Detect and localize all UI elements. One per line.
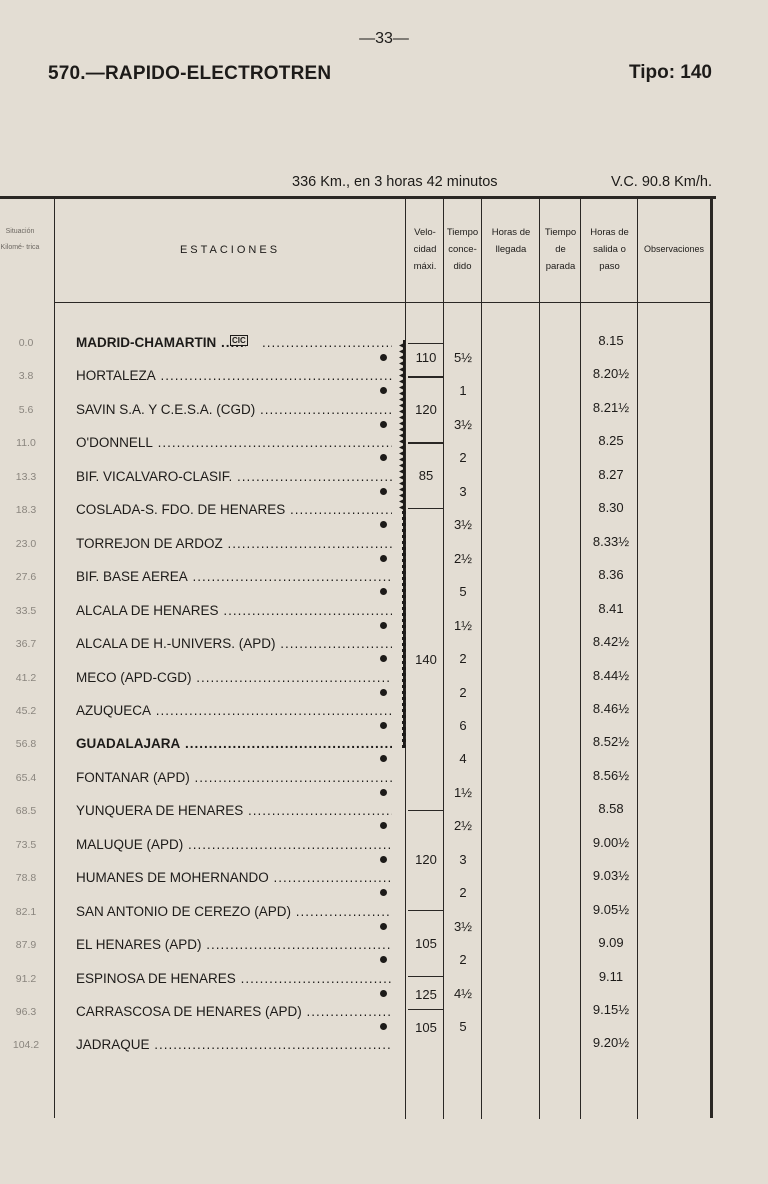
departure-time: 8.56½ [592, 767, 630, 783]
station-km: 104.2 [12, 1039, 40, 1052]
allowed-time: 2½ [453, 818, 473, 834]
departure-time: 8.42½ [592, 634, 630, 650]
station-name: HUMANES DE MOHERNANDO ..... [76, 870, 392, 885]
station-km: 45.2 [15, 704, 37, 717]
station-name: BIF. BASE AEREA ..... [76, 569, 392, 584]
station-marker [380, 488, 387, 495]
station-marker [380, 789, 387, 796]
dot-leader [262, 335, 392, 350]
ladder-tick [402, 721, 406, 724]
allowed-time: 3½ [453, 517, 473, 533]
speed-value: 120 [415, 402, 437, 417]
station-marker [380, 387, 387, 394]
ladder-tick [402, 583, 406, 586]
station-km: 18.3 [15, 504, 37, 517]
ladder-tick [402, 673, 406, 676]
ladder-tick [399, 349, 404, 354]
ladder-tick [399, 391, 404, 396]
station-name: FONTANAR (APD) ..... [76, 770, 392, 785]
ladder-tick [402, 667, 406, 670]
allowed-time: 2 [459, 885, 467, 901]
ladder-tick [402, 559, 406, 562]
station-name: MALUQUE (APD) ..... [76, 837, 392, 852]
ladder-tick [399, 397, 404, 402]
ladder-tick [402, 661, 406, 664]
header-observaciones: Observaciones [643, 244, 705, 254]
station-marker [380, 588, 387, 595]
ladder-tick [402, 625, 406, 628]
station-km: 87.9 [15, 939, 37, 952]
ladder-tick [402, 535, 406, 538]
ladder-tick [399, 445, 404, 450]
station-name: ALCALA DE H.-UNIVERS. (APD) ..... [76, 636, 392, 651]
departure-time: 9.20½ [592, 1035, 630, 1051]
ladder-tick [402, 649, 406, 652]
ladder-tick [399, 487, 404, 492]
station-name: COSLADA-S. FDO. DE HENARES ..... [76, 502, 392, 517]
station-name: MADRID-CHAMARTIN ..... [76, 335, 246, 350]
header-estaciones: ESTACIONES [179, 244, 281, 256]
departure-time: 9.00½ [592, 834, 630, 850]
ladder-tick [399, 451, 404, 456]
ladder-tick [399, 373, 404, 378]
station-marker [380, 923, 387, 930]
route-summary: 336 Km., en 3 horas 42 minutos [292, 174, 498, 190]
departure-time: 8.58 [598, 801, 624, 817]
station-name: EL HENARES (APD) ..... [76, 937, 392, 952]
ladder-tick [399, 379, 404, 384]
departure-time: 8.46½ [592, 700, 630, 716]
station-marker [380, 421, 387, 428]
ladder-tick [402, 589, 406, 592]
allowed-time: 5 [459, 1019, 467, 1034]
station-marker [380, 454, 387, 461]
ladder-tick [402, 565, 406, 568]
departure-time: 8.27 [598, 466, 624, 482]
ladder-tick [402, 655, 406, 658]
station-name: TORREJON DE ARDOZ ..... [76, 536, 392, 551]
ladder-tick [399, 463, 404, 468]
ladder-tick [402, 727, 406, 730]
station-name: BIF. VICALVARO-CLASIF. ..... [76, 469, 392, 484]
station-name: AZUQUECA ..... [76, 703, 392, 718]
ladder-tick [399, 385, 404, 390]
ladder-tick [402, 553, 406, 556]
ladder-tick [399, 361, 404, 366]
ladder-tick [402, 697, 406, 700]
station-marker [380, 1023, 387, 1030]
station-name: HORTALEZA ..... [76, 368, 392, 383]
ladder-tick [399, 367, 404, 372]
ladder-tick [402, 547, 406, 550]
ladder-tick [399, 475, 404, 480]
header-tiempo-concedido: Tiempo conce- dido [446, 227, 479, 272]
ladder-tick [402, 601, 406, 604]
station-km: 65.4 [15, 771, 37, 784]
station-km: 91.2 [15, 972, 37, 985]
speed-value: 105 [415, 1020, 437, 1035]
station-name: SAN ANTONIO DE CEREZO (APD) ..... [76, 904, 392, 919]
station-km: 13.3 [15, 470, 37, 483]
ladder-tick [402, 703, 406, 706]
speed-value: 125 [415, 987, 437, 1002]
ladder-tick [399, 343, 404, 348]
station-km: 78.8 [15, 872, 37, 885]
allowed-time: 5½ [453, 350, 473, 365]
station-name: ESPINOSA DE HENARES ..... [76, 971, 392, 986]
allowed-time: 3 [459, 851, 467, 867]
departure-time: 9.09 [598, 935, 624, 951]
allowed-time: 2 [459, 952, 467, 968]
station-marker [380, 689, 387, 696]
ladder-tick [402, 529, 406, 532]
ladder-tick [402, 613, 406, 616]
departure-time: 8.36 [598, 567, 624, 583]
departure-time: 8.52½ [592, 734, 630, 750]
station-name: CARRASCOSA DE HENARES (APD) ..... [76, 1004, 392, 1019]
station-km: 41.2 [15, 671, 37, 684]
station-name: JADRAQUE ..... [76, 1037, 392, 1052]
allowed-time: 4 [459, 751, 467, 767]
departure-time: 8.30 [598, 500, 624, 516]
ladder-tick [399, 403, 404, 408]
station-marker [380, 521, 387, 528]
station-marker [380, 822, 387, 829]
ladder-tick [399, 481, 404, 486]
ladder-tick [402, 685, 406, 688]
speed-value: 140 [415, 652, 437, 667]
ladder-tick [402, 715, 406, 718]
page-number: —33— [359, 30, 409, 47]
ladder-tick [402, 541, 406, 544]
speed-value: 110 [415, 350, 437, 365]
station-km: 11.0 [16, 437, 36, 450]
ladder-tick [399, 469, 404, 474]
station-marker [380, 655, 387, 662]
ladder-tick [399, 427, 404, 432]
station-km: 56.8 [15, 738, 37, 751]
station-marker [380, 990, 387, 997]
ladder-tick [402, 511, 406, 514]
departure-time: 8.21½ [592, 399, 630, 415]
station-marker [380, 555, 387, 562]
ladder-tick [402, 571, 406, 574]
station-km: 23.0 [15, 537, 37, 550]
station-marker [380, 354, 387, 361]
station-km: 73.5 [15, 838, 37, 851]
allowed-time: 1 [459, 383, 467, 399]
ladder-tick [402, 619, 406, 622]
allowed-time: 6 [459, 717, 467, 733]
ladder-tick [402, 577, 406, 580]
allowed-time: 3½ [453, 918, 473, 934]
ladder-tick [399, 355, 404, 360]
ladder-tick [402, 523, 406, 526]
ladder-tick [402, 691, 406, 694]
allowed-time: 2 [459, 450, 467, 466]
ladder-tick [399, 421, 404, 426]
allowed-time: 5 [459, 584, 467, 600]
ladder-tick [399, 433, 404, 438]
ladder-tick [402, 679, 406, 682]
departure-time: 9.03½ [592, 868, 630, 884]
station-name: GUADALAJARA ..... [76, 736, 392, 751]
station-name: ALCALA DE HENARES ..... [76, 603, 392, 618]
station-name: SAVIN S.A. Y C.E.S.A. (CGD) ..... [76, 402, 392, 417]
block-signal-ladder [399, 340, 406, 748]
ladder-tick [402, 637, 406, 640]
ladder-tick [402, 517, 406, 520]
departure-time: 9.11 [598, 968, 624, 984]
departure-time: 9.05½ [592, 901, 630, 917]
header-horas-salida: Horas de salida o paso [590, 227, 629, 272]
commercial-speed: V.C. 90.8 Km/h. [610, 174, 712, 190]
ladder-tick [402, 733, 406, 736]
allowed-time: 4½ [453, 985, 473, 1001]
allowed-time: 2 [459, 684, 467, 700]
ladder-tick [402, 595, 406, 598]
departure-time: 8.44½ [592, 667, 630, 683]
ladder-tick [402, 709, 406, 712]
departure-time: 8.20½ [592, 366, 630, 382]
station-name: YUNQUERA DE HENARES ..... [76, 803, 392, 818]
station-km: 96.3 [15, 1006, 37, 1018]
allowed-time: 3 [459, 483, 467, 499]
ladder-tick [402, 631, 406, 634]
station-km: 68.5 [15, 805, 37, 818]
ladder-tick [399, 439, 404, 444]
station-name: MECO (APD-CGD) ..... [76, 670, 392, 685]
ladder-tick [402, 739, 406, 742]
station-marker [380, 856, 387, 863]
allowed-time: 2 [459, 651, 467, 667]
ladder-tick [402, 745, 406, 748]
header-tiempo-parada: Tiempo de parada [544, 227, 577, 272]
station-km: 5.6 [18, 403, 34, 416]
speed-value: 105 [415, 936, 437, 951]
ladder-tick [399, 415, 404, 420]
departure-time: 8.33½ [592, 533, 630, 549]
ladder-tick [399, 409, 404, 414]
station-marker [380, 889, 387, 896]
header-km: Situación Kilomé- trica [0, 228, 40, 251]
header-velocidad: Velo- cidad máxi. [413, 227, 437, 272]
ladder-tick [399, 457, 404, 462]
station-marker [380, 755, 387, 762]
tipo-label: Tipo: 140 [628, 62, 712, 83]
ladder-tick [399, 493, 404, 498]
speed-value: 120 [415, 852, 437, 867]
page-title: 570.—RAPIDO-ELECTROTREN [48, 63, 332, 84]
allowed-time: 2½ [453, 550, 473, 566]
departure-time: 8.25 [598, 433, 624, 449]
station-km: 82.1 [15, 905, 37, 918]
station-name: O'DONNELL ..... [76, 435, 392, 450]
station-marker [380, 622, 387, 629]
cic-badge: CIC [232, 336, 246, 345]
header-horas-llegada: Horas de llegada [491, 227, 531, 255]
station-km: 33.5 [15, 604, 37, 617]
ladder-tick [399, 505, 404, 510]
allowed-time: 1½ [453, 784, 473, 800]
ladder-tick [402, 643, 406, 646]
station-marker [380, 722, 387, 729]
station-km: 0.0 [18, 337, 34, 349]
departure-time: 8.15 [598, 333, 624, 348]
ladder-tick [402, 607, 406, 610]
departure-time: 8.41 [598, 600, 624, 616]
station-km: 3.8 [18, 370, 34, 383]
station-marker [380, 956, 387, 963]
station-km: 36.7 [15, 638, 37, 651]
allowed-time: 3½ [453, 416, 473, 432]
speed-value: 85 [418, 468, 434, 483]
departure-time: 9.15½ [592, 1002, 630, 1017]
allowed-time: 1½ [453, 617, 473, 633]
station-km: 27.6 [15, 571, 37, 584]
ladder-tick [399, 499, 404, 504]
